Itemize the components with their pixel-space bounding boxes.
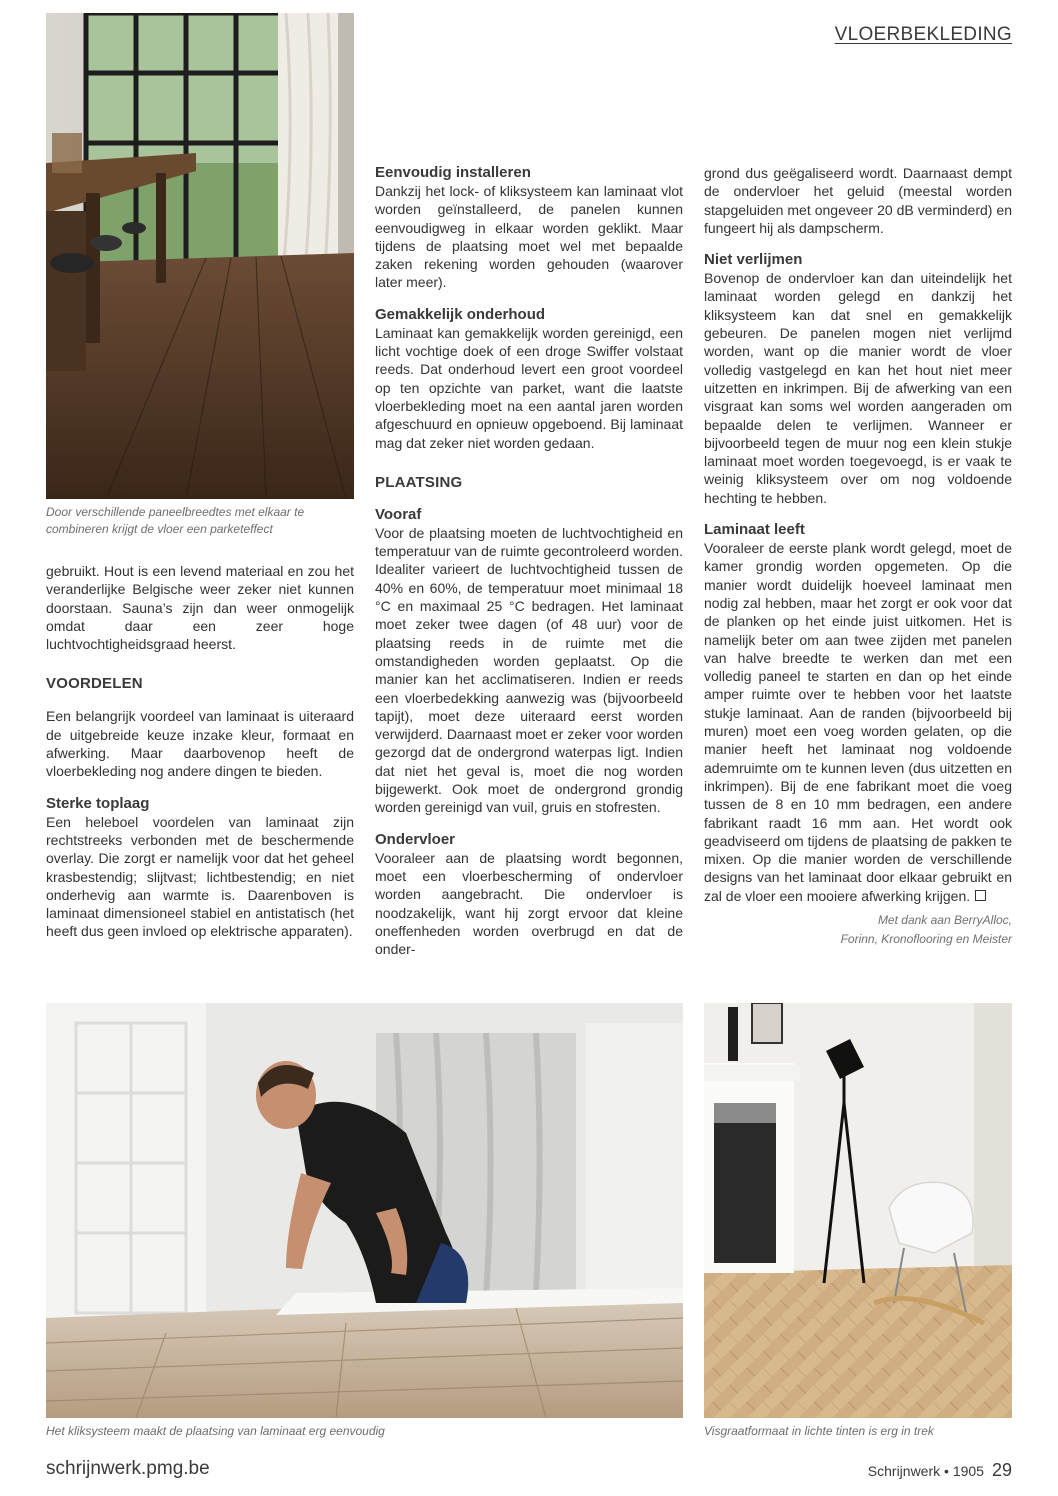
heading-plaatsing: PLAATSING <box>375 473 463 491</box>
col1-intro: gebruikt. Hout is een levend materiaal en zou het veranderlijke Belgische weer zeker niet kunnen doorstaan. Sauna’s zijn dan weer onmogelijk omdat daar een zeer hoge luchtvochtigheidsgraad heerst. <box>46 563 354 653</box>
heading-vooraf: Vooraf <box>375 505 422 523</box>
end-of-article-icon <box>975 890 986 901</box>
leeft-paragraph <box>704 539 1012 905</box>
heading-voordelen: VOORDELEN <box>46 675 143 693</box>
ondervloer-text: Vooraleer aan de plaatsing wordt begonnen, moet een vloerbescherming of ondervloer worden aangebracht. Die ondervloer is noodzakelijk, want hij zorgt ervoor dat kleine oneffenheden worden overbrugd en dat de onder- <box>375 849 683 958</box>
caption-top-left: Door verschillende paneelbreedtes met elkaar te combineren krijgt de vloer een parketeffect <box>46 505 305 536</box>
voordelen-text: Een belangrijk voordeel van laminaat is uiteraard de uitgebreide keuze inzake kleur, formaat en afwerking. Maar daarbovenop heeft de vloerbekleding nog andere dingen te bieden. <box>46 708 354 780</box>
heading-sterke-toplaag: Sterke toplaag <box>46 794 150 812</box>
column-2 <box>375 164 683 958</box>
installeren-text: Dankzij het lock- of kliksysteem kan laminaat vlot worden geïnstalleerd, de panelen kunnen eenvoudigweg in elkaar worden geklikt. Maar tijdens de plaatsing moet wel met bepaalde zaken rekening worden gehouden (waarover later meer). <box>375 183 683 291</box>
thanks-line-2: Forinn, Kronoflooring en Meister <box>840 931 1012 946</box>
footer-magazine-issue: Schrijnwerk • 1905 <box>867 1463 984 1479</box>
verlijmen-text: Bovenop de ondervloer kan dan uiteindelijk het laminaat worden gelegd en dankzij het kliksysteem kan dat snel en gemakkelijk gebeuren. De panelen mogen niet verlijmd worden, want op die manier wordt de vloer volledig vastgelegd en kan het hout niet meer uitzetten en inkrimpen. Bij de afwerking van een visgraat kan soms wel worden aangeraden om bepaalde delen te verlijmen. Wanneer er bijvoorbeeld tegen de muur nog een klein stukje laminaat moet worden toegevoegd, is er vaak te weinig kliksysteem over om nog voldoende hechting te hebben. <box>704 270 1012 506</box>
footer-issue-info <box>868 1460 1012 1481</box>
caption-bottom-left: Het kliksysteem maakt de plaatsing van laminaat erg eenvoudig <box>46 1424 385 1438</box>
installation-photo <box>46 1003 683 1418</box>
leeft-text: Vooraleer de eerste plank wordt gelegd, moet de kamer grondig worden opgemeten. Op die manier wordt duidelijk hoeveel laminaat men nodig zal hebben, maar het zorgt er ook voor dat de planken op het einde juist uitkomen. Het is namelijk beter om aan twee zijden met panelen van halve breedte te werken dan met een volledig paneel te starten en dan op het einde amper ruimte over te hebben voor het laatste stukje laminaat. Aan de randen (bijvoorbeeld bij muren) moet een voeg worden gelaten, op die manier heeft het laminaat nog voldoende ademruimte om te kunnen leven (dus uitzetten en inkrimpen). Bij de ene fabrikant moet die voeg tussen de 8 en 10 mm bedragen, een andere fabrikant raadt 16 mm aan. Het wordt ook geadviseerd om tijdens de plaatsing de pakken te mixen. Op die manier worden de verschillende designs van het laminaat door elkaar gebruikt en zal de vloer een mooiere afwerking krijgen. <box>704 540 1012 904</box>
column-1 <box>46 562 354 941</box>
heading-niet-verlijmen: Niet verlijmen <box>704 251 803 269</box>
caption-bottom-right: Visgraatformaat in lichte tinten is erg in trek <box>704 1424 934 1438</box>
heading-laminaat-leeft: Laminaat leeft <box>704 521 805 539</box>
column-3 <box>704 164 1012 949</box>
heading-gemakkelijk-onderhoud: Gemakkelijk onderhoud <box>375 305 546 323</box>
footer-website-link[interactable]: schrijnwerk.pmg.be <box>46 1458 210 1479</box>
vooraf-text: Voor de plaatsing moeten de luchtvochtigheid en temperatuur van de ruimte gecontroleerd worden. Idealiter varieert de luchtvochtigheid tussen de 40% en 60%, de temperatuur moet minimaal 18 °C en maximaal 25 °C bedragen. Het laminaat moet zeker twee dagen (of 48 uur) voor de plaatsing reeds in de ruimte met die omstandigheden worden geplaatst. Op die manier kan het acclimatiseren. Indien er reeds een vloerbedekking aanwezig was (bijvoorbeeld tapijt), moet deze uiteraard eerst worden verwijderd. Daarnaast moet er zeker voor worden gezorgd dat de ondergrond waterpas ligt. Indien dat niet het geval is, moet die nog worden bijgewerkt. Ook moet de ondergrond grondig worden gereinigd van vuil, gruis en stofresten. <box>375 524 683 816</box>
thanks-line-1: Met dank aan BerryAlloc, <box>877 912 1012 927</box>
kitchen-floor-photo <box>46 13 354 499</box>
toplaag-text: Een heleboel voordelen van laminaat zijn rechtstreeks verbonden met de beschermende overlay. Die zorgt er namelijk voor dat het geheel krasbestendig; slijtvast; lichtbestendig; en niet onderhevig aan warmte is. Daarenboven is laminaat dimensioneel stabiel en antistatisch (het heeft dus geen invloed op elektrische apparaten). <box>46 813 354 940</box>
col3-continued-text: grond dus geëgaliseerd wordt. Daarnaast dempt de ondervloer het geluid (meestal worden stapgeluiden met ongeveer 20 dB verminderd) en fungeert hij als dampscherm. <box>704 165 1012 236</box>
section-title: VLOERBEKLEDING <box>834 24 1012 45</box>
onderhoud-text: Laminaat kan gemakkelijk worden gereinigd, een licht vochtige doek of een droge Swiffer volstaat reeds. Dat onderhoud levert een groot voordeel op ten opzichte van parket, want die laatste vloerbekleding moet na een aantal jaren worden afgeschuurd en opnieuw opgeboend. Bij laminaat mag dat zeker niet worden gedaan. <box>375 324 683 451</box>
page-number: 29 <box>991 1460 1012 1480</box>
heading-eenvoudig-installeren: Eenvoudig installeren <box>375 164 531 181</box>
herringbone-floor-photo <box>704 1003 1012 1418</box>
heading-ondervloer: Ondervloer <box>375 830 456 848</box>
